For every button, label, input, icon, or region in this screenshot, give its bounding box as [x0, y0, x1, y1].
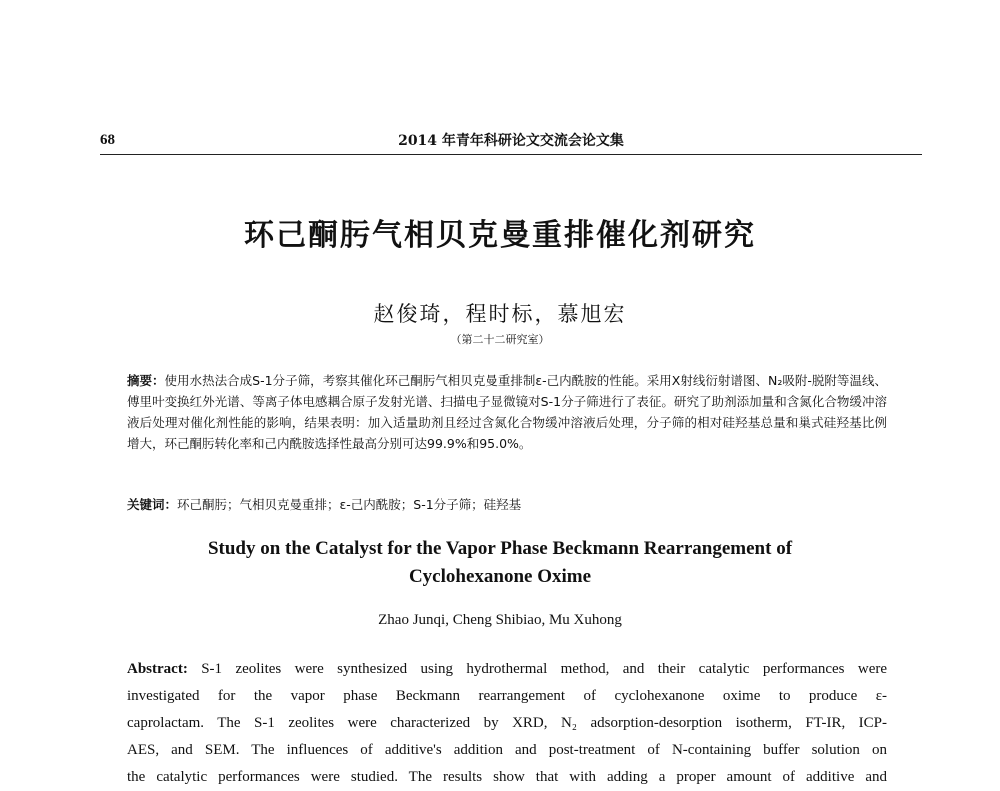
abstract-english-line-1-text: S-1 zeolites were synthesized using hydrothermal method, and their catalytic performances were [201, 661, 888, 677]
authors-english: Zhao Junqi, Cheng Shibiao, Mu Xuhong [378, 612, 622, 628]
abstract-english [127, 656, 887, 791]
journal-name: 2014 年青年科研论文交流会论文集 [398, 133, 624, 149]
paper-title-english-line-1: Study on the Catalyst for the Vapor Phase Beckmann Rearrangement of [207, 538, 793, 559]
abstract-english-label: Abstract: [127, 661, 188, 677]
abstract-english-line-5: the catalytic performances were studied. The results show that with adding a proper amount of additive and [127, 769, 887, 785]
abstract-english-line-1 [127, 656, 887, 683]
abstract-english-line-2: investigated for the vapor phase Beckmann rearrangement of cyclohexanone oxime to produce ε- [127, 688, 887, 704]
abstract-english-line-4: AES, and SEM. The influences of additive's addition and post-treatment of N-containing buffer solution on [127, 742, 887, 758]
keywords-chinese [127, 495, 887, 513]
authors-chinese: 赵俊琦，程时标，慕旭宏 [373, 302, 627, 326]
page-number: 68 [100, 132, 115, 148]
abstract-chinese-label: 摘要： [127, 373, 165, 388]
keywords-chinese-label: 关键词： [127, 497, 178, 512]
paper-title-english [0, 535, 1000, 591]
abstract-chinese-text: 使用水热法合成S-1分子筛，考察其催化环己酮肟气相贝克曼重排制ε-己内酰胺的性能。采用X射线衍射谱图、N₂吸附-脱附等温线、傅里叶变换红外光谱、等离子体电感耦合原子发射光谱、扫描电子显微镜对S-1分子筛进行了表征。研究了助剂添加量和含氮化合物缓冲溶液后处理对催化剂性能的影响，结果表明：加入适量助剂且经过含氮化合物缓冲溶液后处理，分子筛的相对硅羟基总量和巢式硅羟基比例增大，环己酮肟转化率和己内酰胺选择性最高分别可达99.9%和95.0%。 [127, 373, 887, 451]
abstract-english-line-3: caprolactam. The S-1 zeolites were characterized by XRD, N₂ adsorption-desorption isotherm, FT-IR, ICP- [127, 715, 887, 731]
keywords-chinese-text: 环己酮肟；气相贝克曼重排；ε-己内酰胺；S-1分子筛；硅羟基 [177, 497, 522, 512]
running-header [100, 128, 922, 155]
paper-title-english-line-2: Cyclohexanone Oxime [408, 566, 592, 587]
abstract-chinese [127, 370, 887, 454]
affiliation-chinese: （第二十二研究室） [450, 333, 550, 346]
paper-title-chinese: 环己酮肟气相贝克曼重排催化剂研究 [244, 218, 756, 253]
